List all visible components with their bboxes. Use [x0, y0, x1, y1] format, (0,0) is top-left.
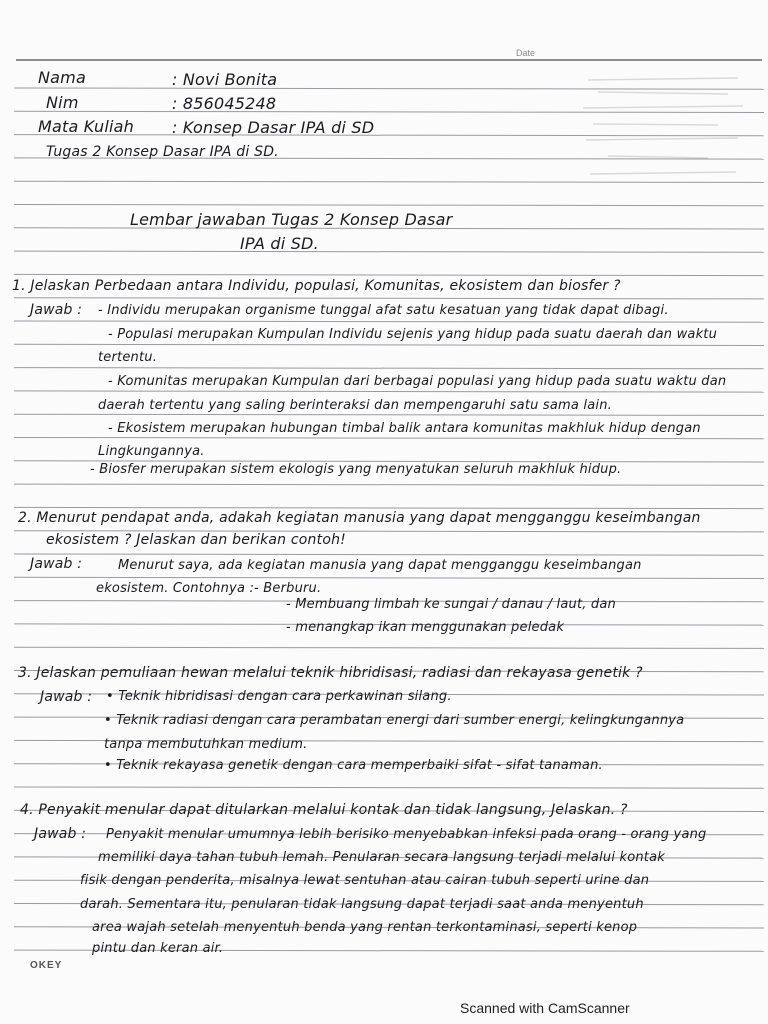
rule-line [14, 321, 764, 322]
q1-line-4: - Komunitas merupakan Kumpulan dari berbagai populasi yang hidup pada suatu waktu dan [108, 374, 727, 389]
scanner-watermark: Scanned with CamScanner [460, 1000, 630, 1016]
q4-line-4: darah. Sementara itu, penularan tidak langsung dapat terjadi saat anda menyentuh [80, 897, 644, 912]
q4-line-2: memiliki daya tahan tubuh lemah. Penularan secara langsung terjadi melalui kontak [98, 850, 665, 865]
rule-line [14, 507, 764, 508]
nim-value: : 856045248 [172, 94, 277, 113]
rule-line [14, 438, 764, 439]
nama-value: : Novi Bonita [172, 70, 278, 89]
q1-answer-label: Jawab : [30, 302, 83, 318]
rule-line [14, 414, 764, 415]
q1-line-3: tertentu. [98, 350, 158, 365]
rule-line [14, 577, 764, 578]
rule-line [14, 205, 764, 206]
q1-line-1: - Individu merupakan organisme tunggal afat satu kesatuan yang tidak dapat dibagi. [98, 303, 669, 318]
rule-line [14, 274, 764, 275]
q3-line-1: • Teknik hibridisasi dengan cara perkawinan silang. [106, 689, 452, 704]
rule-line [14, 391, 764, 392]
q2-line-3: - Membuang limbah ke sungai / danau / laut, dan [286, 597, 616, 612]
date-label: Date [516, 48, 536, 58]
rule-line [14, 647, 764, 648]
q3-line-2: • Teknik radiasi dengan cara perambatan energi dari sumber energi, kelingkungannya [104, 713, 685, 728]
q4-line-3: fisik dengan penderita, misalnya lewat sentuhan atau cairan tubuh seperti urine dan [80, 873, 650, 888]
q1-line-6: - Ekosistem merupakan hubungan timbal balik antara komunitas makhluk hidup dengan [108, 421, 701, 436]
q3-line-3: tanpa membutuhkan medium. [104, 737, 308, 752]
rule-line [14, 484, 764, 485]
q3-question: 3. Jelaskan pemuliaan hewan melalui teknik hibridisasi, radiasi dan rekayasa genetik ? [18, 665, 643, 681]
q1-line-2: - Populasi merupakan Kumpulan Individu sejenis yang hidup pada suatu daerah dan waktu [108, 327, 718, 342]
q2-question-line-1: 2. Menurut pendapat anda, adakah kegiatan manusia yang dapat mengganggu keseimbangan [18, 510, 701, 526]
q4-line-5: area wajah setelah menyentuh benda yang rentan terkontaminasi, seperti kenop [92, 920, 638, 935]
q4-line-6: pintu dan keran air. [92, 941, 224, 956]
q2-line-4: - menangkap ikan menggunakan peledak [286, 620, 565, 635]
q1-line-8: - Biosfer merupakan sistem ekologis yang menyatukan seluruh makhluk hidup. [90, 462, 622, 477]
q2-answer-label: Jawab : [30, 556, 83, 572]
q2-line-1: Menurut saya, ada kegiatan manusia yang dapat mengganggu keseimbangan [118, 558, 642, 573]
bleed-through-marks [578, 70, 748, 200]
q3-line-4: • Teknik rekayasa genetik dengan cara memperbaiki sifat - sifat tanaman. [104, 758, 603, 773]
rule-line [14, 344, 764, 345]
title-line-1: Lembar jawaban Tugas 2 Konsep Dasar [130, 210, 453, 229]
title-line-2: IPA di SD. [240, 234, 319, 253]
q2-line-2: ekosistem. Contohnya :- Berburu. [96, 581, 322, 596]
q4-answer-label: Jawab : [34, 826, 87, 842]
rule-line [14, 554, 764, 555]
q1-question: 1. Jelaskan Perbedaan antara Individu, populasi, Komunitas, ekosistem dan biosfer ? [12, 278, 621, 294]
notebook-brand: OKEY [30, 960, 63, 971]
rule-line [14, 251, 764, 252]
tugas-line: Tugas 2 Konsep Dasar IPA di SD. [46, 144, 279, 160]
nama-label: Nama [38, 68, 86, 87]
nim-label: Nim [46, 93, 79, 112]
q1-line-7: Lingkungannya. [98, 444, 205, 459]
matakuliah-value: : Konsep Dasar IPA di SD [172, 118, 375, 137]
q1-line-5: daerah tertentu yang saling berinteraksi dan mempengaruhi satu sama lain. [98, 398, 612, 413]
q4-line-1: Penyakit menular umumnya lebih berisiko menyebabkan infeksi pada orang - orang yang [106, 827, 707, 842]
matakuliah-label: Mata Kuliah [38, 117, 135, 136]
rule-line [14, 368, 764, 369]
q3-answer-label: Jawab : [40, 689, 93, 705]
q2-question-line-2: ekosistem ? Jelaskan dan berikan contoh! [46, 532, 346, 548]
rule-line [14, 787, 764, 788]
rule-line [14, 298, 764, 299]
q4-question: 4. Penyakit menular dapat ditularkan melalui kontak dan tidak langsung, Jelaskan. ? [20, 802, 628, 818]
